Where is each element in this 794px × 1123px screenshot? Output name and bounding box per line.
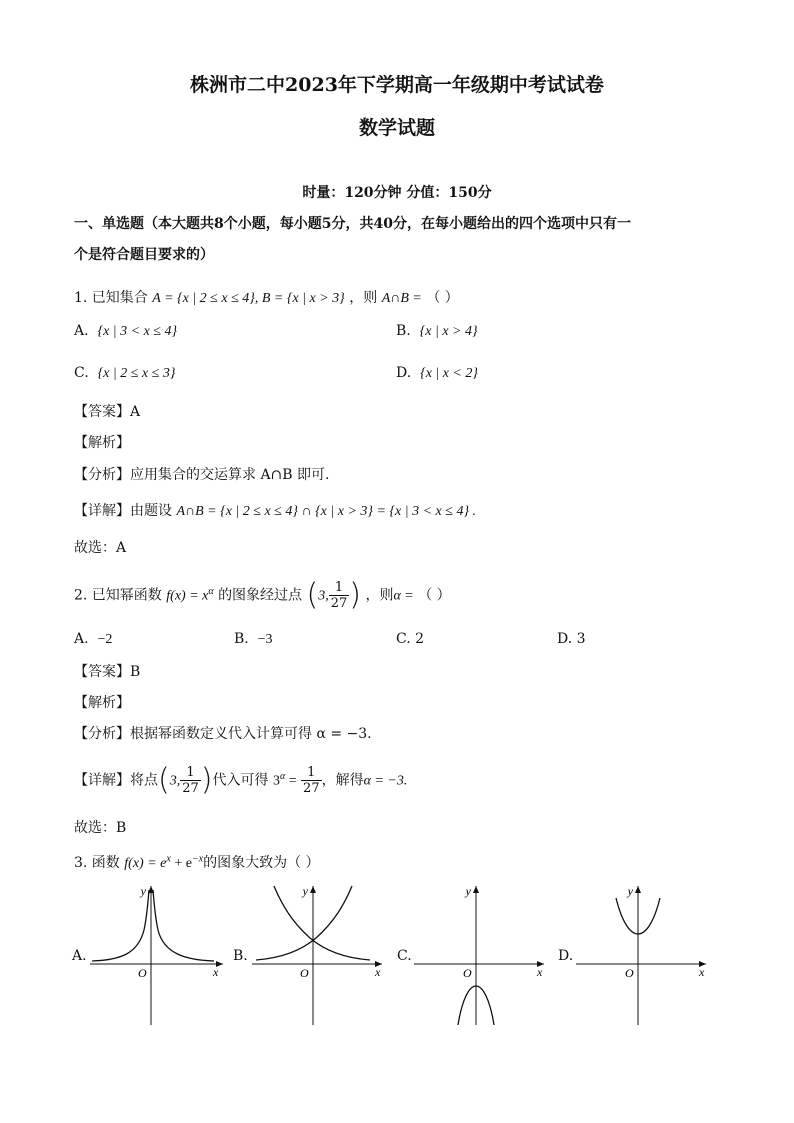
- detail-eq-fraction: [301, 765, 322, 796]
- q3-graph-c[interactable]: [414, 880, 554, 1025]
- option-label: B.: [396, 323, 411, 339]
- detail-result: α = −3.: [363, 773, 408, 789]
- question-1: [74, 287, 459, 307]
- q2-point-a: 3,: [318, 588, 329, 604]
- q2-fenxi: [74, 723, 372, 743]
- q1-option-a[interactable]: [74, 323, 177, 340]
- origin-label: O: [138, 966, 147, 980]
- fraction-denominator: 27: [330, 596, 348, 612]
- y-label: y: [465, 884, 471, 898]
- option-text: 3: [576, 631, 586, 647]
- x-label: x: [699, 965, 705, 979]
- y-label: y: [140, 884, 146, 898]
- q1-fenxi: [74, 464, 329, 484]
- left-paren-icon: (: [158, 762, 170, 798]
- q1-option-d[interactable]: [396, 365, 478, 382]
- q2-func: f(x) = x: [166, 588, 209, 604]
- q3-option-d-label[interactable]: D.: [558, 948, 574, 964]
- left-paren-icon: (: [306, 577, 319, 613]
- q2-answer: [74, 661, 140, 681]
- curve-exp-neg: [274, 886, 370, 960]
- q3-suffix: 的图象大致为（ ）: [203, 855, 320, 871]
- option-text: {x | 2 ≤ x ≤ 3}: [97, 366, 176, 381]
- q3-graph-d[interactable]: [576, 880, 716, 1025]
- page-subtitle: 数学试题: [358, 117, 435, 139]
- detail-c: ，解得: [321, 772, 364, 789]
- detail-eq-base: 3: [272, 773, 280, 789]
- section-header-line1: 一、单选题（本大题共8个小题，每小题5分，共40分，在每小题给出的四个选项中只有一: [74, 216, 631, 232]
- q3-plus: + e: [170, 856, 192, 871]
- fraction-denominator: 27: [303, 781, 320, 797]
- answer-tag: 【答案】: [74, 404, 130, 420]
- option-label: D.: [396, 365, 412, 381]
- option-label: A.: [74, 323, 89, 339]
- q3-exp1: x: [166, 853, 171, 865]
- option-label: B.: [234, 631, 249, 647]
- q2-detail: [74, 757, 407, 797]
- option-label: C.: [396, 631, 411, 647]
- answer-tag: 【答案】: [74, 664, 130, 680]
- q1-analysis-tag: 【解析】: [74, 435, 130, 451]
- q1-set-b: , B = {x | x > 3}: [254, 291, 345, 306]
- q3-graph-a[interactable]: [90, 880, 230, 1025]
- fenxi-text: 根据幂函数定义代入计算可得 α = −3.: [130, 726, 372, 742]
- q2-ask: ，则: [365, 587, 394, 604]
- detail-tag: 【详解】: [74, 772, 130, 789]
- y-label: y: [302, 884, 308, 898]
- q1-set-a: A = {x | 2 ≤ x ≤ 4}: [152, 291, 255, 306]
- section-header-line2: 个是符合题目要求的）: [74, 247, 214, 263]
- fenxi-text: 应用集合的交运算求 A∩B 即可.: [130, 467, 330, 483]
- q2-option-b[interactable]: [234, 631, 273, 648]
- fraction-numerator: 1: [180, 765, 201, 781]
- answer-value: A: [130, 404, 141, 420]
- q1-prefix: 1. 已知集合: [74, 290, 148, 306]
- detail-lead: 由题设: [130, 503, 172, 519]
- q1-expr: A∩B =: [381, 291, 422, 306]
- q3-graph-b[interactable]: [252, 880, 392, 1025]
- q2-prefix: 2. 已知幂函数: [74, 587, 162, 604]
- origin-label: O: [625, 966, 634, 980]
- q1-detail: [74, 500, 476, 520]
- q3-func: f(x) = e: [124, 856, 167, 871]
- option-label: C.: [74, 365, 89, 381]
- fraction-denominator: 27: [182, 781, 199, 797]
- arrow-icon: [473, 886, 479, 893]
- arrow-icon: [310, 886, 316, 893]
- q3-prefix: 3. 函数: [74, 855, 120, 871]
- option-text: −2: [97, 632, 113, 647]
- detail-fraction: [180, 765, 201, 796]
- curve-left: [92, 890, 149, 961]
- q1-option-c[interactable]: [74, 365, 175, 382]
- q1-answer: [74, 401, 140, 421]
- option-text: {x | 3 < x ≤ 4}: [97, 324, 178, 339]
- x-label: x: [375, 965, 381, 979]
- q1-paren: （ ）: [426, 290, 459, 306]
- q2-alpha: α =: [393, 588, 414, 604]
- q2-choice: 故选：B: [74, 820, 127, 836]
- detail-a: 将点: [130, 772, 158, 789]
- curve-right: [153, 890, 214, 961]
- arrow-icon: [635, 886, 641, 893]
- q1-ask: ，则: [349, 290, 378, 306]
- question-2: [74, 572, 451, 612]
- y-label: y: [627, 884, 633, 898]
- origin-label: O: [300, 966, 309, 980]
- q3-option-a-label[interactable]: A.: [72, 948, 87, 964]
- option-text: {x | x > 4}: [419, 324, 478, 339]
- detail-text: A∩B = {x | 2 ≤ x ≤ 4} ∩ {x | x > 3} = {x | 3 < x ≤ 4} .: [176, 504, 477, 519]
- q1-choice: 故选：A: [74, 540, 127, 556]
- detail-b: 代入可得: [212, 772, 269, 789]
- q3-exp2: −x: [191, 853, 204, 865]
- fraction-numerator: 1: [301, 765, 322, 781]
- exam-meta: 时量：120分钟 分值：150分: [302, 185, 492, 201]
- detail-eq-sign: =: [285, 773, 297, 789]
- option-text: 2: [415, 631, 425, 647]
- right-paren-icon: ): [349, 577, 361, 613]
- option-label: D.: [557, 631, 573, 647]
- detail-point-a: 3,: [169, 773, 181, 789]
- q1-option-b[interactable]: [396, 323, 478, 340]
- q2-option-c[interactable]: [396, 631, 424, 647]
- fenxi-tag: 【分析】: [74, 726, 130, 742]
- x-label: x: [537, 965, 543, 979]
- detail-eq-exp: α: [279, 771, 286, 782]
- q2-fraction: [329, 580, 350, 611]
- option-text: {x | x < 2}: [420, 366, 479, 381]
- q2-analysis-tag: 【解析】: [74, 695, 130, 711]
- q3-option-b-label[interactable]: B.: [233, 948, 248, 964]
- x-label: x: [213, 965, 219, 979]
- origin-label: O: [463, 966, 472, 980]
- fenxi-tag: 【分析】: [74, 467, 130, 483]
- page-title: 株洲市二中2023年下学期高一年级期中考试试卷: [190, 74, 604, 96]
- q2-option-d[interactable]: [557, 631, 586, 647]
- detail-tag: 【详解】: [74, 503, 130, 519]
- q3-option-c-label[interactable]: C.: [397, 948, 412, 964]
- fraction-numerator: 1: [329, 580, 350, 596]
- right-paren-icon: ): [200, 762, 213, 798]
- option-text: −3: [257, 632, 273, 647]
- option-label: A.: [74, 631, 89, 647]
- q2-paren: （ ）: [418, 587, 451, 604]
- question-3: [74, 852, 320, 872]
- answer-value: B: [130, 664, 141, 680]
- q2-mid: 的图象经过点: [218, 587, 303, 604]
- q2-func-exp: α: [208, 586, 214, 597]
- q2-option-a[interactable]: [74, 631, 112, 648]
